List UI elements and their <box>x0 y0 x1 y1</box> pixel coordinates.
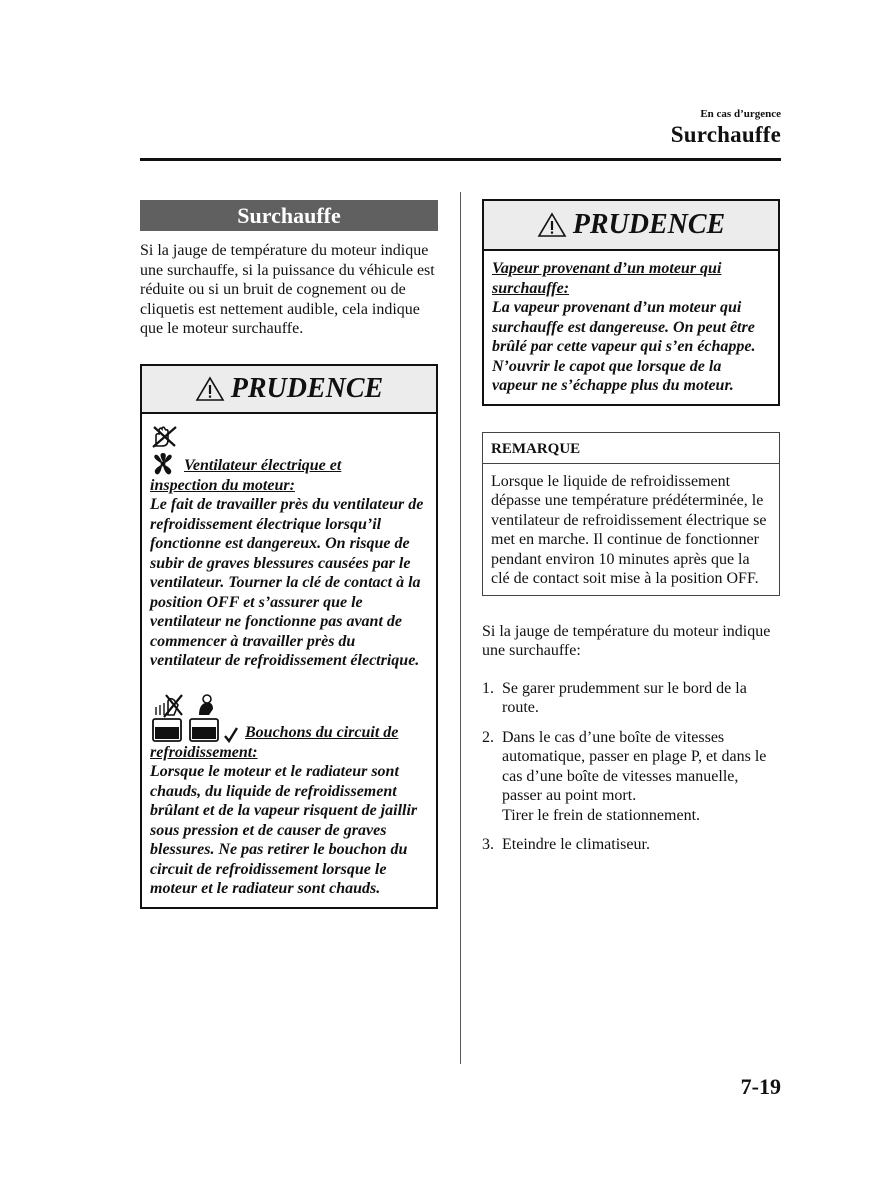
right-intro-paragraph: Si la jauge de température du moteur indique une surchauffe: <box>482 622 771 659</box>
caution-item2-text: Lorsque le moteur et le radiateur sont chauds, du liquide de refroidissement brûlant et de la vapeur risquent de jaillir sous pression et de causer de graves blessures. Ne pas retirer le bouchon du circuit de refroidissement lorsque le moteur et le radiateur sont chauds. <box>150 763 418 897</box>
no-hand-icon <box>150 424 180 450</box>
step-item <box>482 679 780 718</box>
note-box <box>482 432 780 596</box>
step-text: Se garer prudemment sur le bord de la route. <box>502 679 747 716</box>
coolant-pictograms <box>150 693 428 743</box>
caution-item2-title-line1: Bouchons du circuit de <box>245 724 399 741</box>
header-section-label: En cas d’urgence <box>700 108 781 120</box>
step-number: 3. <box>482 836 494 853</box>
step-extra-text: Tirer le frein de stationnement. <box>502 806 701 824</box>
right-column <box>482 199 780 865</box>
step-number: 2. <box>482 728 494 746</box>
open-cap-when-cool-icon <box>187 693 221 743</box>
caution-heading <box>142 366 436 414</box>
caution-item1-title-line2: inspection du moteur: <box>150 476 295 494</box>
warning-triangle-icon <box>195 376 225 402</box>
section-title-bar: Surchauffe <box>140 200 438 231</box>
caution-right-text: La vapeur provenant d’un moteur qui surchauffe est dangereuse. On peut être brûlé par cette vapeur qui s’en échappe. N’ouvrir le capot que lorsque de la vapeur ne s’échappe plus du moteur. <box>492 299 756 394</box>
page-number: 7-19 <box>740 1074 781 1099</box>
left-intro-paragraph: Si la jauge de température du moteur indique une surchauffe, si la puissance du véhicule est réduite ou si un bruit de cognement ou de cliquetis est nettement audible, cela indique que le moteur surchauffe. <box>140 242 435 337</box>
warning-triangle-icon <box>537 212 567 238</box>
caution-body-left <box>142 414 436 907</box>
fan-icon <box>150 452 176 476</box>
step-number: 1. <box>482 679 494 697</box>
step-text: Dans le cas d’une boîte de vitesses automatique, passer en plage P, et dans le cas d’une boîte de vitesses manuelle, passer au point mort. <box>502 728 767 804</box>
caution-item2-title-line2: refroidissement: <box>150 743 258 761</box>
caution-box-right <box>482 199 780 406</box>
caution-heading <box>484 201 778 251</box>
caution-heading-text: PRUDENCE <box>572 209 726 240</box>
step-item <box>482 835 780 855</box>
header-rule <box>140 158 781 161</box>
caution-right-title: Vapeur provenant d’un moteur qui surchauffe: <box>492 260 722 297</box>
step-text: Eteindre le climatiseur. <box>502 836 650 853</box>
left-column <box>140 200 438 909</box>
header-title: Surchauffe <box>670 122 781 147</box>
checkmark-icon <box>224 727 238 743</box>
caution-item1-title-line1: Ventilateur électrique et <box>184 457 342 474</box>
column-divider <box>460 192 461 1064</box>
caution-item1-text: Le fait de travailler près du ventilateur de refroidissement électrique lorsqu’il fonctionne est dangereux. On risque de subir de graves blessures causées par le ventilateur. Tourner la clé de contact à la position OFF et s’assurer que le ventilateur ne fonctionne pas avant de commencer à travailler près du ventilateur de refroidissement électrique. <box>150 496 424 669</box>
steps-list <box>482 679 780 855</box>
note-heading: REMARQUE <box>483 433 779 464</box>
caution-body-right <box>484 251 778 404</box>
note-text: Lorsque le liquide de refroidissement dépasse une température prédéterminée, le ventilateur de refroidissement électrique se met en marche. Il continue de fonctionner pendant environ 10 minutes après que la clé de contact soit mise à la position OFF. <box>491 472 767 587</box>
caution-box-left <box>140 364 438 909</box>
step-item <box>482 728 780 826</box>
caution-heading-text: PRUDENCE <box>230 372 384 404</box>
no-open-cap-icon <box>150 693 184 743</box>
